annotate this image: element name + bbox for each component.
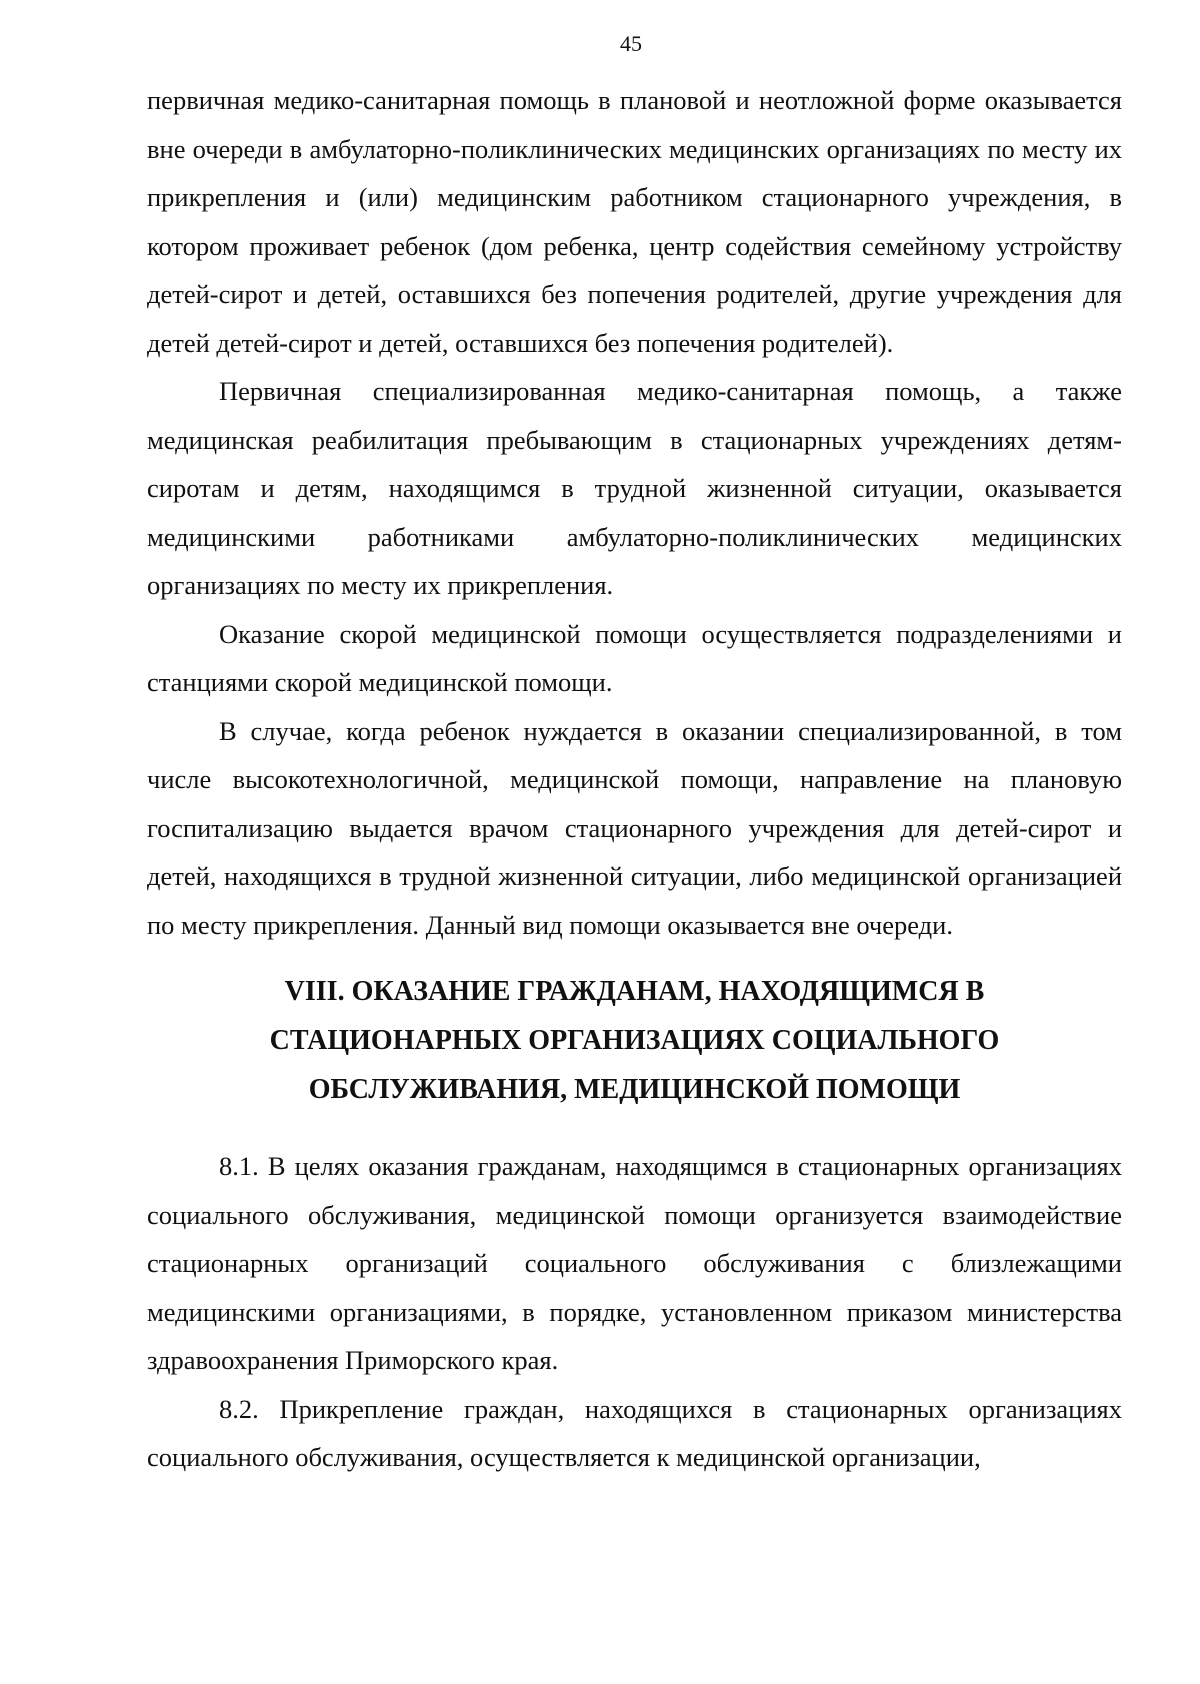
section-heading-line: СТАЦИОНАРНЫХ ОРГАНИЗАЦИЯХ СОЦИАЛЬНОГО: [269, 1025, 1000, 1056]
paragraph-emergency-care: Оказание скорой медицинской помощи осуществляется подразделениями и станциями скорой медицинской помощи.: [147, 618, 1122, 697]
paragraph-8-1: 8.1. В целях оказания гражданам, находящимся в стационарных организациях социального обслуживания, медицинской помощи организуется взаимодействие стационарных организаций социального обслуживания с близлежащими медицинскими организациями, в порядке, установленном приказом министерства здравоохранения Приморского края.: [147, 1151, 1122, 1375]
section-heading-line: ОБСЛУЖИВАНИЯ, МЕДИЦИНСКОЙ ПОМОЩИ: [308, 1074, 961, 1105]
paragraph-specialized-referral: В случае, когда ребенок нуждается в оказании специализированной, в том числе высокотехнологичной, медицинской помощи, направление на плановую госпитализацию выдается врачом стационарного учреждения для детей-сирот и детей, находящихся в трудной жизненной ситуации, либо медицинской организацией по месту прикрепления. Данный вид помощи оказывается вне очереди.: [147, 715, 1122, 940]
page-number: 45: [620, 31, 642, 56]
document-body: [147, 76, 1122, 1482]
paragraph-primary-specialized-care: Первичная специализированная медико-санитарная помощь, а также медицинская реабилитация пребывающим в стационарных учреждениях детям-сиротам и детям, находящимся в трудной жизненной ситуации, оказывается медицинскими работниками амбулаторно-поликлинических медицинских организациях по месту их прикрепления.: [147, 376, 1122, 600]
section-heading-line: VIII. ОКАЗАНИЕ ГРАЖДАНАМ, НАХОДЯЩИМСЯ В: [284, 976, 985, 1007]
paragraph-8-2: 8.2. Прикрепление граждан, находящихся в стационарных организациях социального обслуживания, осуществляется к медицинской организации,: [147, 1393, 1122, 1472]
section-heading: [147, 967, 1122, 1114]
paragraph-continuation: первичная медико-санитарная помощь в плановой и неотложной форме оказывается вне очереди в амбулаторно-поликлинических медицинских организациях по месту их прикрепления и (или) медицинским работником стационарного учреждения, в котором проживает ребенок (дом ребенка, центр содействия семейному устройству детей-сирот и детей, оставшихся без попечения родителей, другие учреждения для детей детей-сирот и детей, оставшихся без попечения родителей).: [147, 85, 1122, 358]
